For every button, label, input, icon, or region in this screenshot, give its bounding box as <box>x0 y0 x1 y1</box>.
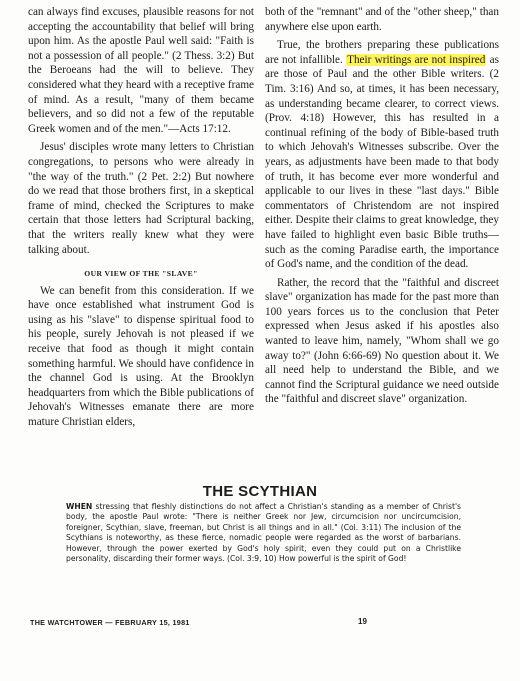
footer-publication: THE WATCHTOWER — FEBRUARY 15, 1981 <box>30 618 190 627</box>
left-paragraph-1: can always find excuses, plausible reasons for not accepting the accountability that belief will bring upon him. As the apostle Paul well said: "Faith is not a possession of all people." (2 Thess. 3:2) But the Beroeans had the will to believe. They considered what they heard with a receptive frame of mind. As a result, "many of them became believers, and so did not a few of the reputable Greek women and of the men."—Acts 17:12. <box>28 6 254 135</box>
right-column <box>265 5 499 407</box>
right-paragraph-3: Rather, the record that the "faithful and discreet slave" organization has made for the past more than 100 years forces us to the conclusion that Peter expressed when Jesus asked if his apostles also wanted to leave him, namely, "Whom shall we go away to?" (John 6:66-69) No question about it. We all need help to understand the Bible, and we cannot find the Scriptural guidance we need outside the "faithful and discreet slave" organization. <box>265 276 499 406</box>
highlighted-text: Their writings are not inspired <box>347 53 486 66</box>
page-number: 19 <box>358 617 367 626</box>
right-paragraph-2-start: True, the brothers preparing these publications are not infallible. <box>265 39 499 66</box>
left-paragraph-3: We can benefit from this consideration. If we have once established what instrument God is using as his "slave" to dispense spiritual food to his people, surely Jehovah is not pleased if we receive that food as though it might contain something harmful. We should have confidence in the channel God is using. At the Brooklyn headquarters from which the Bible publications of Jehovah's Witnesses emanate there are more mature Christian elders, <box>28 284 254 429</box>
right-paragraph-2-rest: as are those of Paul and the other Bible writers. (2 Tim. 3:16) And so, at times, it has been necessary, as understanding became clearer, to correct views. (Prov. 4:18) However, this has resulted in a continual refining of the body of Bible-based truth to which Jehovah's Witnesses subscribe. Over the years, as adjustments have been made to that body of truth, it has become ever more wonderful and applicable to our lives in these "last days." Bible commentators of Christendom are not inspired either. Despite their claims to great knowledge, they have failed to highlight even basic Bible truths—such as the coming Paradise earth, the importance of God's name, and the condition of the dead. <box>265 53 499 271</box>
sidebar-title: THE SCYTHIAN <box>202 483 318 500</box>
sidebar-lead-word: WHEN <box>66 502 93 511</box>
right-paragraph-2 <box>265 38 499 272</box>
sidebar-text: stressing that fleshly distinctions do not affect a Christian's standing as a member of Christ's body, the apostle Paul wrote: "There is neither Greek nor Jew, circumcision nor uncircumcision, foreigner, Scythian, slave, freeman, but Christ is all things and in all." (Col. 3:11) The inclusion of the Scythians is noteworthy, as these fierce, nomadic people were regarded as the worst of barbarians. However, through the power exerted by God's holy spirit, even they could put on a Christlike personality, discarding their former ways. (Col. 3:9, 10) How powerful is the spirit of God! <box>66 502 461 564</box>
sidebar-body <box>66 502 461 564</box>
left-column <box>28 5 254 430</box>
section-subheading: OUR VIEW OF THE "SLAVE" <box>84 269 198 279</box>
right-paragraph-1: both of the "remnant" and of the "other sheep," than anywhere else upon earth. <box>265 6 499 33</box>
left-paragraph-2: Jesus' disciples wrote many letters to Christian congregations, to persons who were already in "the way of the truth." (2 Pet. 2:2) But nowhere do we read that those brothers first, in a skeptical frame of mind, checked the Scriptures to make certain that those letters had Scriptural backing, that the writers really knew what they were talking about. <box>28 141 254 256</box>
